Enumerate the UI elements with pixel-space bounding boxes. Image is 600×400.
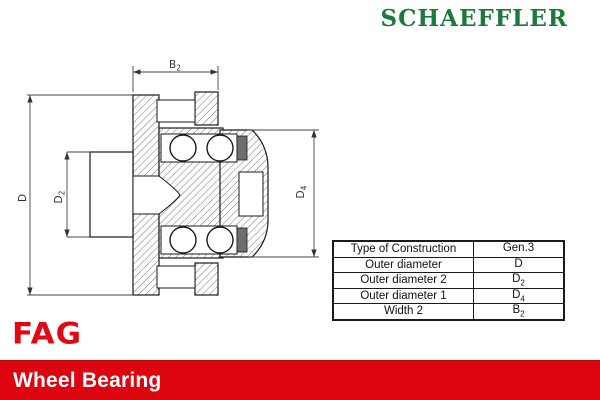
spec-label: Outer diameter 1 — [333, 288, 474, 304]
ball-top-left — [170, 135, 196, 161]
spec-label: Width 2 — [333, 304, 474, 320]
spec-label: Outer diameter — [333, 257, 474, 273]
dimension-d-label: D — [17, 193, 29, 203]
spec-value: D — [474, 257, 565, 273]
spec-value: $D_2$ — [474, 273, 565, 289]
table-row — [333, 288, 564, 304]
schaeffler-logo: SCHAEFFLER — [380, 5, 568, 32]
spec-value: Gen.3 — [474, 241, 565, 257]
spec-label: Outer diameter 2 — [333, 273, 474, 289]
ball-top-right — [207, 135, 233, 161]
page-title: Wheel Bearing — [13, 369, 162, 392]
table-row — [333, 273, 564, 289]
spec-table — [332, 240, 565, 321]
dimension-d2 — [67, 152, 90, 237]
table-row — [333, 257, 564, 273]
spec-value: $D_4$ — [474, 288, 565, 304]
seal-bottom — [237, 228, 247, 252]
ball-bottom-left — [170, 227, 196, 253]
footer-bar — [0, 360, 600, 400]
spec-value: $B_2$ — [474, 304, 565, 320]
bearing-cross-section-diagram — [15, 50, 335, 315]
dimension-d2-label: $D_2$ — [53, 190, 67, 204]
dimension-d4-label: $D_4$ — [295, 185, 309, 199]
ball-bottom-right — [207, 227, 233, 253]
table-row — [333, 241, 564, 257]
fag-logo: FAG — [12, 316, 83, 352]
seal-top — [237, 136, 247, 160]
spec-label: Type of Construction — [333, 241, 474, 257]
table-row — [333, 304, 564, 320]
dimension-b2-label: $B_2$ — [169, 59, 181, 73]
